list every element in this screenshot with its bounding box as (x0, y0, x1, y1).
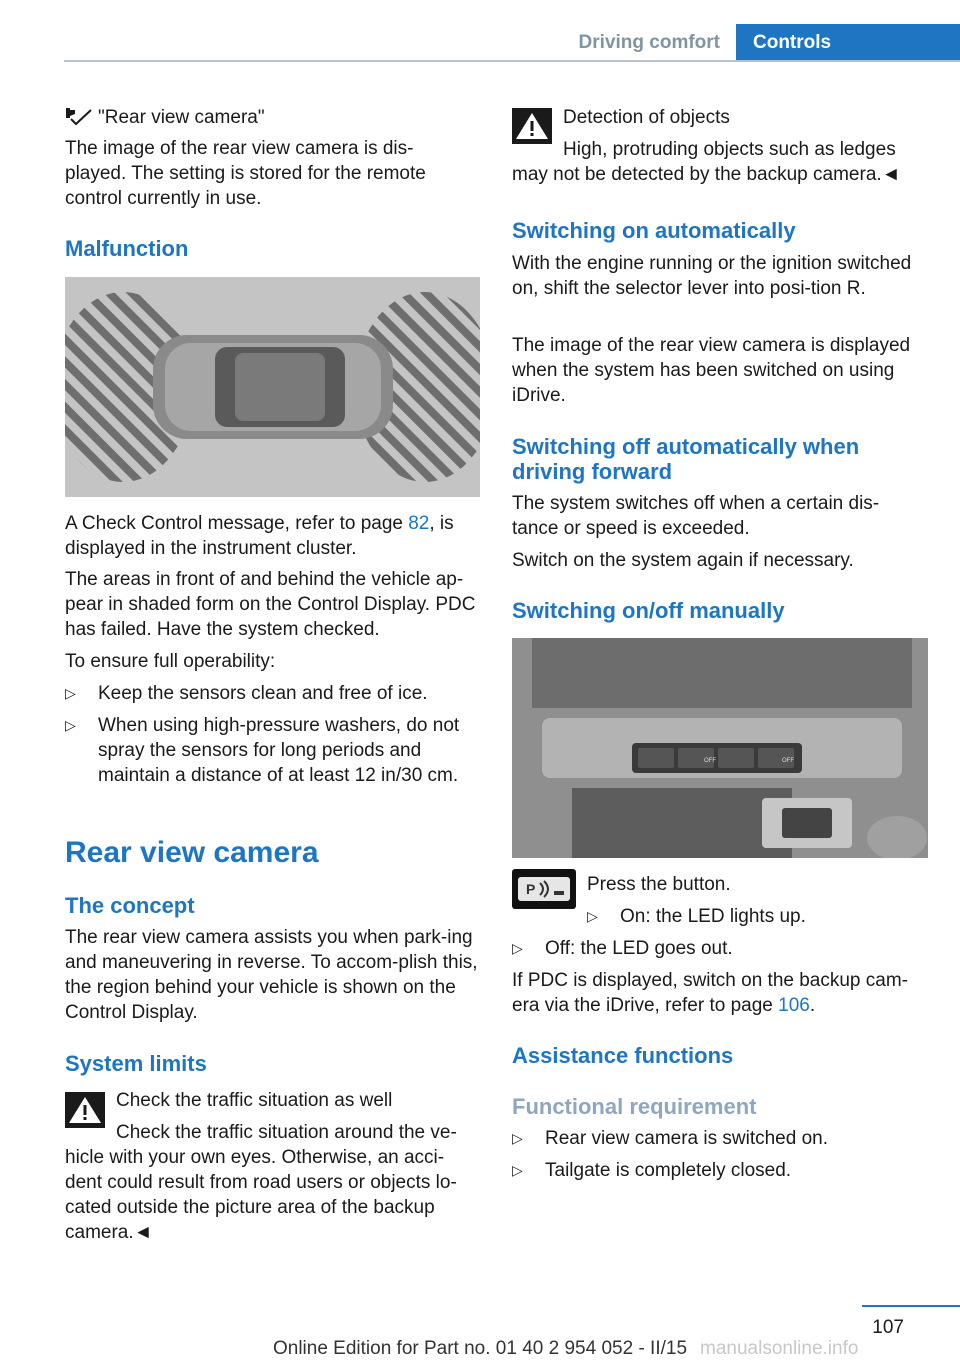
menu-item-label: "Rear view camera" (98, 107, 265, 128)
console-button-label: OFF (704, 758, 716, 764)
rear-view-camera-menu-icon (65, 106, 93, 126)
menu-item-description: The image of the rear view camera is dis-played. The setting is stored for the remote control currently in use. (65, 138, 426, 209)
check-control-post: , is displayed in the instrument cluster. (65, 513, 454, 559)
bullet-triangle-icon: ▷ (512, 940, 523, 956)
warning-title: Detection of objects (563, 107, 730, 128)
auto-off-text-2: Switch on the system again if necessary. (512, 550, 854, 571)
functional-requirement-heading: Functional requirement (512, 1094, 757, 1119)
bullet-triangle-icon: ▷ (65, 717, 76, 733)
bullet-text: When using high-pressure washers, do not spray the sensors for long periods and maintain a distance of at least 12 in/30 cm. (98, 715, 460, 786)
auto-on-text-2: The image of the rear view camera is displayed when the system has been switched on using iDrive. (512, 335, 911, 406)
footer-rule (862, 1305, 960, 1307)
warning-text-first: High, protruding objects such as ledges (563, 139, 896, 160)
console-button-label: OFF (782, 758, 794, 764)
auto-on-heading: Switching on automatically (512, 218, 796, 243)
page-link-106[interactable]: 106 (778, 995, 810, 1016)
areas-text: The areas in front of and behind the vehicle ap-pear in shaded form on the Control Display. PDC has failed. Have the system checked. (65, 569, 476, 640)
pdc-text-post: . (809, 995, 816, 1016)
auto-off-text: The system switches off when a certain dis-tance or speed is exceeded. (512, 493, 880, 539)
pdc-button-image (512, 869, 576, 909)
warning-title: Check the traffic situation as well (116, 1090, 393, 1111)
warning-text-first: Check the traffic situation around the ve- (116, 1122, 457, 1143)
rear-view-camera-heading: Rear view camera (65, 836, 319, 869)
warning-text: hicle with your own eyes. Otherwise, an acci-dent could result from road users or objects lo-cated outside the picture area of the backup camera.◄ (65, 1147, 457, 1243)
malfunction-heading: Malfunction (65, 236, 189, 261)
bullet-text: Rear view camera is switched on. (545, 1128, 828, 1149)
page-link-82[interactable]: 82 (408, 513, 430, 534)
svg-text:P: P (526, 881, 536, 897)
header-chapter-tab: Controls (736, 24, 960, 62)
bullet-text: Keep the sensors clean and free of ice. (98, 683, 428, 704)
warning-text: may not be detected by the backup camera.◄ (512, 164, 901, 185)
bullet-text: On: the LED lights up. (620, 906, 806, 927)
bullet-triangle-icon: ▷ (512, 1162, 523, 1178)
header-rule (64, 60, 960, 62)
check-control-text (65, 511, 481, 561)
concept-text: The rear view camera assists you when park-ing and maneuvering in reverse. To accom-plish this, the region behind your vehicle is shown on the Control Display. (65, 927, 478, 1023)
concept-heading: The concept (65, 893, 195, 918)
auto-off-heading: Switching off automatically when driving forward (512, 434, 860, 484)
warning-icon (65, 1092, 105, 1128)
bullet-triangle-icon: ▷ (587, 908, 598, 924)
page-number: 107 (872, 1317, 904, 1338)
manual-heading: Switching on/off manually (512, 598, 785, 623)
pdc-text (512, 968, 930, 1018)
bullet-text: Tailgate is completely closed. (545, 1160, 792, 1181)
bullet-triangle-icon: ▷ (512, 1130, 523, 1146)
check-control-pre: A Check Control message, refer to page (65, 513, 409, 534)
pdc-text-pre: If PDC is displayed, switch on the backup cam-era via the iDrive, refer to page (512, 970, 909, 1016)
header-section: Driving comfort (578, 32, 720, 53)
watermark: manualsonline.info (700, 1338, 859, 1359)
press-button-text: Press the button. (587, 874, 731, 895)
edition-footer: Online Edition for Part no. 01 40 2 954 052 - II/15 (272, 1338, 688, 1359)
auto-on-text: With the engine running or the ignition switched on, shift the selector lever into posi-tion R. (512, 253, 912, 299)
bullet-triangle-icon: ▷ (65, 685, 76, 701)
system-limits-heading: System limits (65, 1051, 207, 1076)
pdc-failure-image (65, 277, 480, 497)
warning-icon (512, 108, 552, 144)
center-console-image (512, 638, 928, 858)
bullet-text: Off: the LED goes out. (545, 938, 733, 959)
operability-intro: To ensure full operability: (65, 651, 276, 672)
assistance-heading: Assistance functions (512, 1043, 734, 1068)
